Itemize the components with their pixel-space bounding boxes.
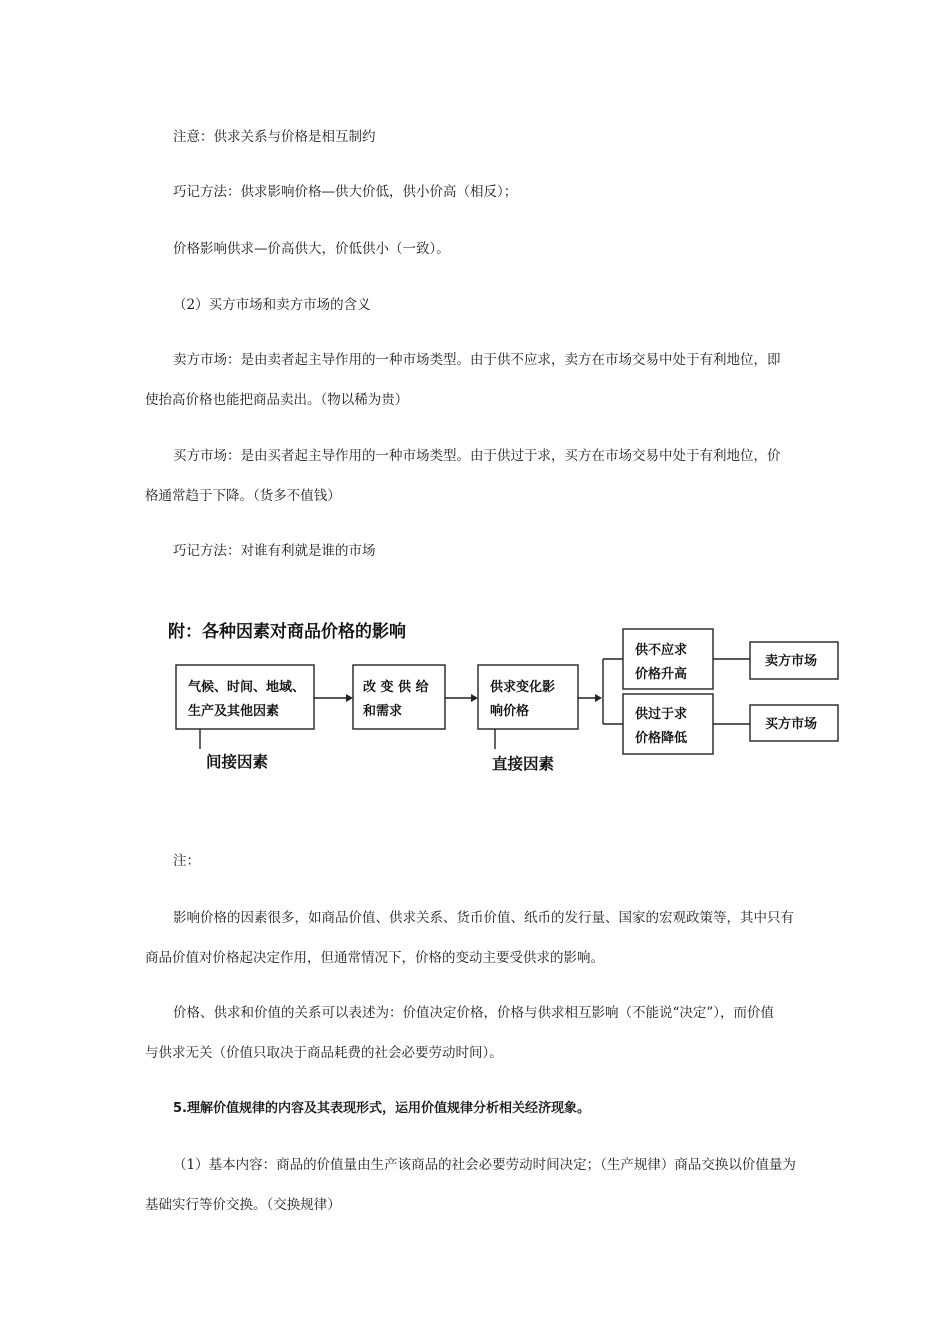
relation-line-2: 与供求无关（价值只取决于商品耗费的社会必要劳动时间）。	[145, 1045, 503, 1061]
basic-content-line-2: 基础实行等价交换。（交换规律）	[145, 1197, 341, 1213]
buyer-market-line-1: 买方市场：是由买者起主导作用的一种市场类型。由于供过于求，买方在市场交易中处于有利地位，价	[173, 448, 781, 464]
basic-content-line-1: （1）基本内容：商品的价值量由生产该商品的社会必要劳动时间决定；（生产规律）商品交换以价值量为	[173, 1157, 796, 1173]
box6-text: 卖方市场	[765, 654, 818, 669]
diagram-title: 附：各种因素对商品价格的影响	[168, 622, 406, 642]
section-heading-2: （2）买方市场和卖方市场的含义	[173, 297, 371, 313]
note-line: 注意：供求关系与价格是相互制约	[173, 129, 376, 145]
box1-line1: 气候、时间、地域、	[188, 680, 306, 695]
seller-market-line-1: 卖方市场：是由卖者起主导作用的一种市场类型。由于供不应求，卖方在市场交易中处于有利地位，即	[173, 352, 781, 368]
factors-line-2: 商品价值对价格起决定作用，但通常情况下，价格的变动主要受供求的影响。	[145, 950, 604, 966]
box1-line2: 生产及其他因素	[188, 704, 280, 719]
arrowhead-2	[471, 694, 478, 702]
label-indirect-factors: 间接因素	[206, 753, 269, 771]
section-heading-5: 5.理解价值规律的内容及其表现形式，运用价值规律分析相关经济现象。	[173, 1101, 590, 1116]
box3-line2: 响价格	[490, 704, 530, 719]
box-indirect-factors	[176, 665, 314, 729]
price-factors-diagram	[160, 612, 850, 787]
arrowhead-1	[346, 694, 353, 702]
mnemonic-line-2: 价格影响供求—价高供大，价低供小（一致）。	[173, 241, 450, 257]
relation-line-1: 价格、供求和价值的关系可以表述为：价值决定价格，价格与供求相互影响（不能说“决定”），而价值	[173, 1005, 775, 1021]
mnemonic-line-1: 巧记方法：供求影响价格—供大价低，供小价高（相反）；	[173, 184, 518, 200]
arrowhead-3	[595, 694, 602, 702]
seller-market-line-2: 使抬高价格也能把商品卖出。（物以稀为贵）	[145, 392, 409, 408]
buyer-market-line-2: 格通常趋于下降。（货多不值钱）	[145, 488, 341, 504]
box3-line1: 供求变化影	[490, 680, 556, 695]
mnemonic-line-3: 巧记方法：对谁有利就是谁的市场	[173, 543, 376, 559]
box2-line1: 改 变 供 给	[363, 680, 429, 695]
factors-line-1: 影响价格的因素很多，如商品价值、供求关系、货币价值、纸币的发行量、国家的宏观政策等，其中只有	[173, 910, 794, 926]
box-supply-demand-affect-price	[478, 665, 578, 729]
label-direct-factors: 直接因素	[492, 755, 555, 773]
box4-line1: 供不应求	[635, 643, 688, 658]
box5-line2: 价格降低	[635, 731, 688, 746]
box5-line1: 供过于求	[635, 707, 688, 722]
note-heading: 注：	[173, 853, 200, 869]
box-change-supply-demand	[353, 665, 445, 729]
box7-text: 买方市场	[765, 717, 818, 732]
box2-line2: 和需求	[363, 704, 403, 719]
box4-line2: 价格升高	[635, 667, 688, 682]
